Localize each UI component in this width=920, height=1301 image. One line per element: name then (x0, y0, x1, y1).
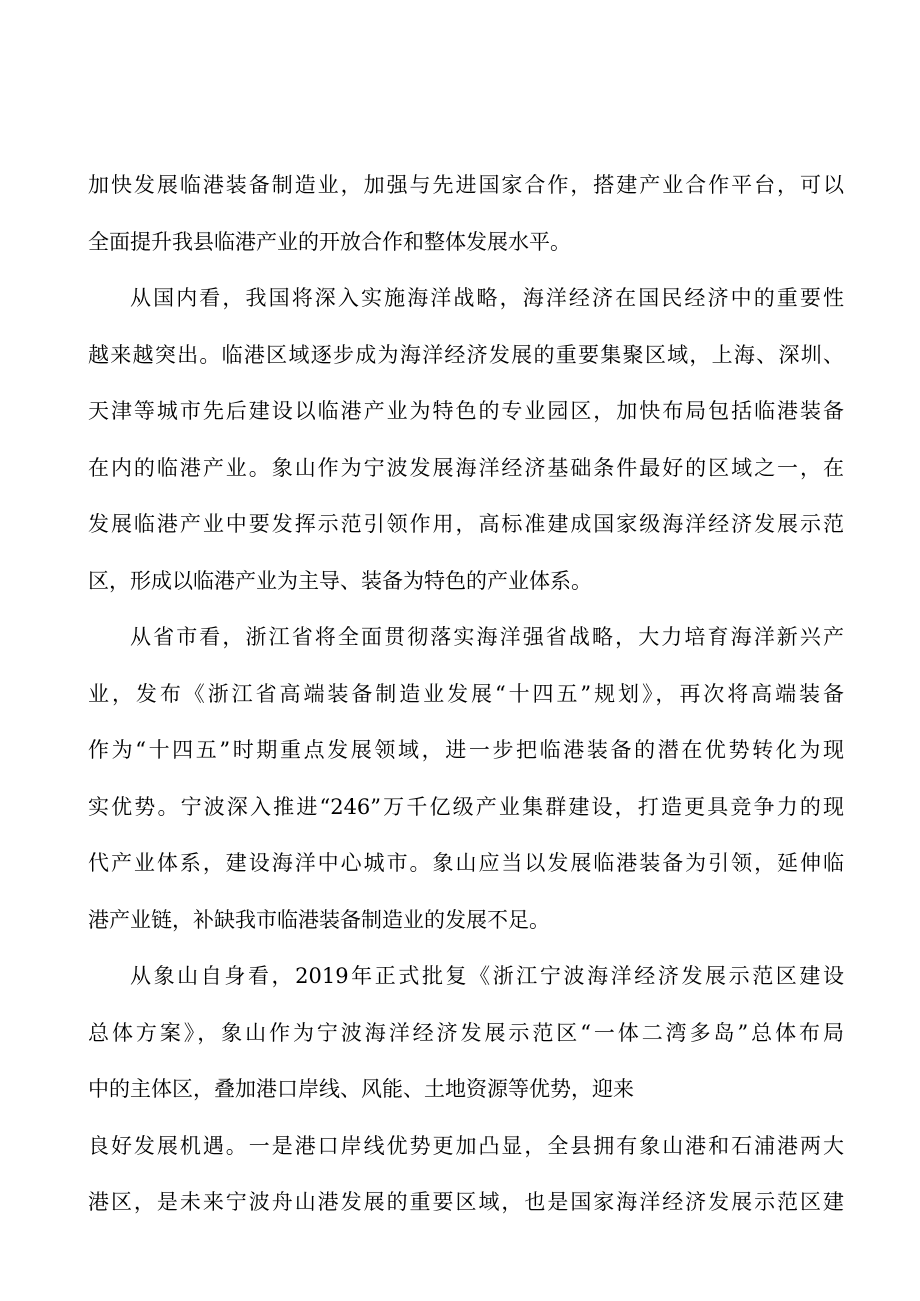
text-line: 区，形成以临港产业为主导、装备为特色的产业体系。 (88, 568, 592, 593)
text-line: 作为“十四五”时期重点发展领域，进一步把临港装备的潜在优势转化为现 (88, 738, 844, 762)
text-line: 从象山自身看，2019年正式批复《浙江宁波海洋经济发展示范区建设 (130, 964, 844, 988)
text-line: 从省市看，浙江省将全面贯彻落实海洋强省战略，大力培育海洋新兴产 (130, 625, 844, 649)
text-line: 中的主体区，叠加港口岸线、风能、土地资源等优势，迎来 (88, 1077, 634, 1101)
text-line: 港区，是未来宁波舟山港发展的重要区域，也是国家海洋经济发展示范区建 (88, 1190, 844, 1214)
text-line: 全面提升我县临港产业的开放合作和整体发展水平。 (88, 229, 571, 254)
text-line: 总体方案》，象山作为宁波海洋经济发展示范区“一体二湾多岛”总体布局 (88, 1020, 844, 1045)
document-body (88, 157, 844, 1231)
text-line: 良好发展机遇。一是港口岸线优势更加凸显，全县拥有象山港和石浦港两大 (88, 1133, 844, 1158)
text-line: 从国内看，我国将深入实施海洋战略，海洋经济在国民经济中的重要性 (130, 286, 844, 310)
text-line: 在内的临港产业。象山作为宁波发展海洋经济基础条件最好的区域之一，在 (88, 455, 844, 480)
text-line: 越来越突出。临港区域逐步成为海洋经济发展的重要集聚区域，上海、深圳、 (88, 342, 844, 367)
text-line: 港产业链，补缺我市临港装备制造业的发展不足。 (88, 907, 550, 932)
text-line: 实优势。宁波深入推进“246”万千亿级产业集群建设，打造更具竞争力的现 (88, 794, 844, 819)
text-line: 代产业体系，建设海洋中心城市。象山应当以发展临港装备为引领，延伸临 (88, 851, 844, 875)
text-line: 业，发布《浙江省高端装备制造业发展“十四五”规划》，再次将高端装备 (88, 681, 844, 706)
text-line: 加快发展临港装备制造业，加强与先进国家合作，搭建产业合作平台，可以 (88, 173, 844, 197)
text-line: 天津等城市先后建设以临港产业为特色的专业园区，加快布局包括临港装备 (88, 399, 844, 423)
text-line: 发展临港产业中要发挥示范引领作用，高标准建成国家级海洋经济发展示范 (88, 512, 844, 536)
